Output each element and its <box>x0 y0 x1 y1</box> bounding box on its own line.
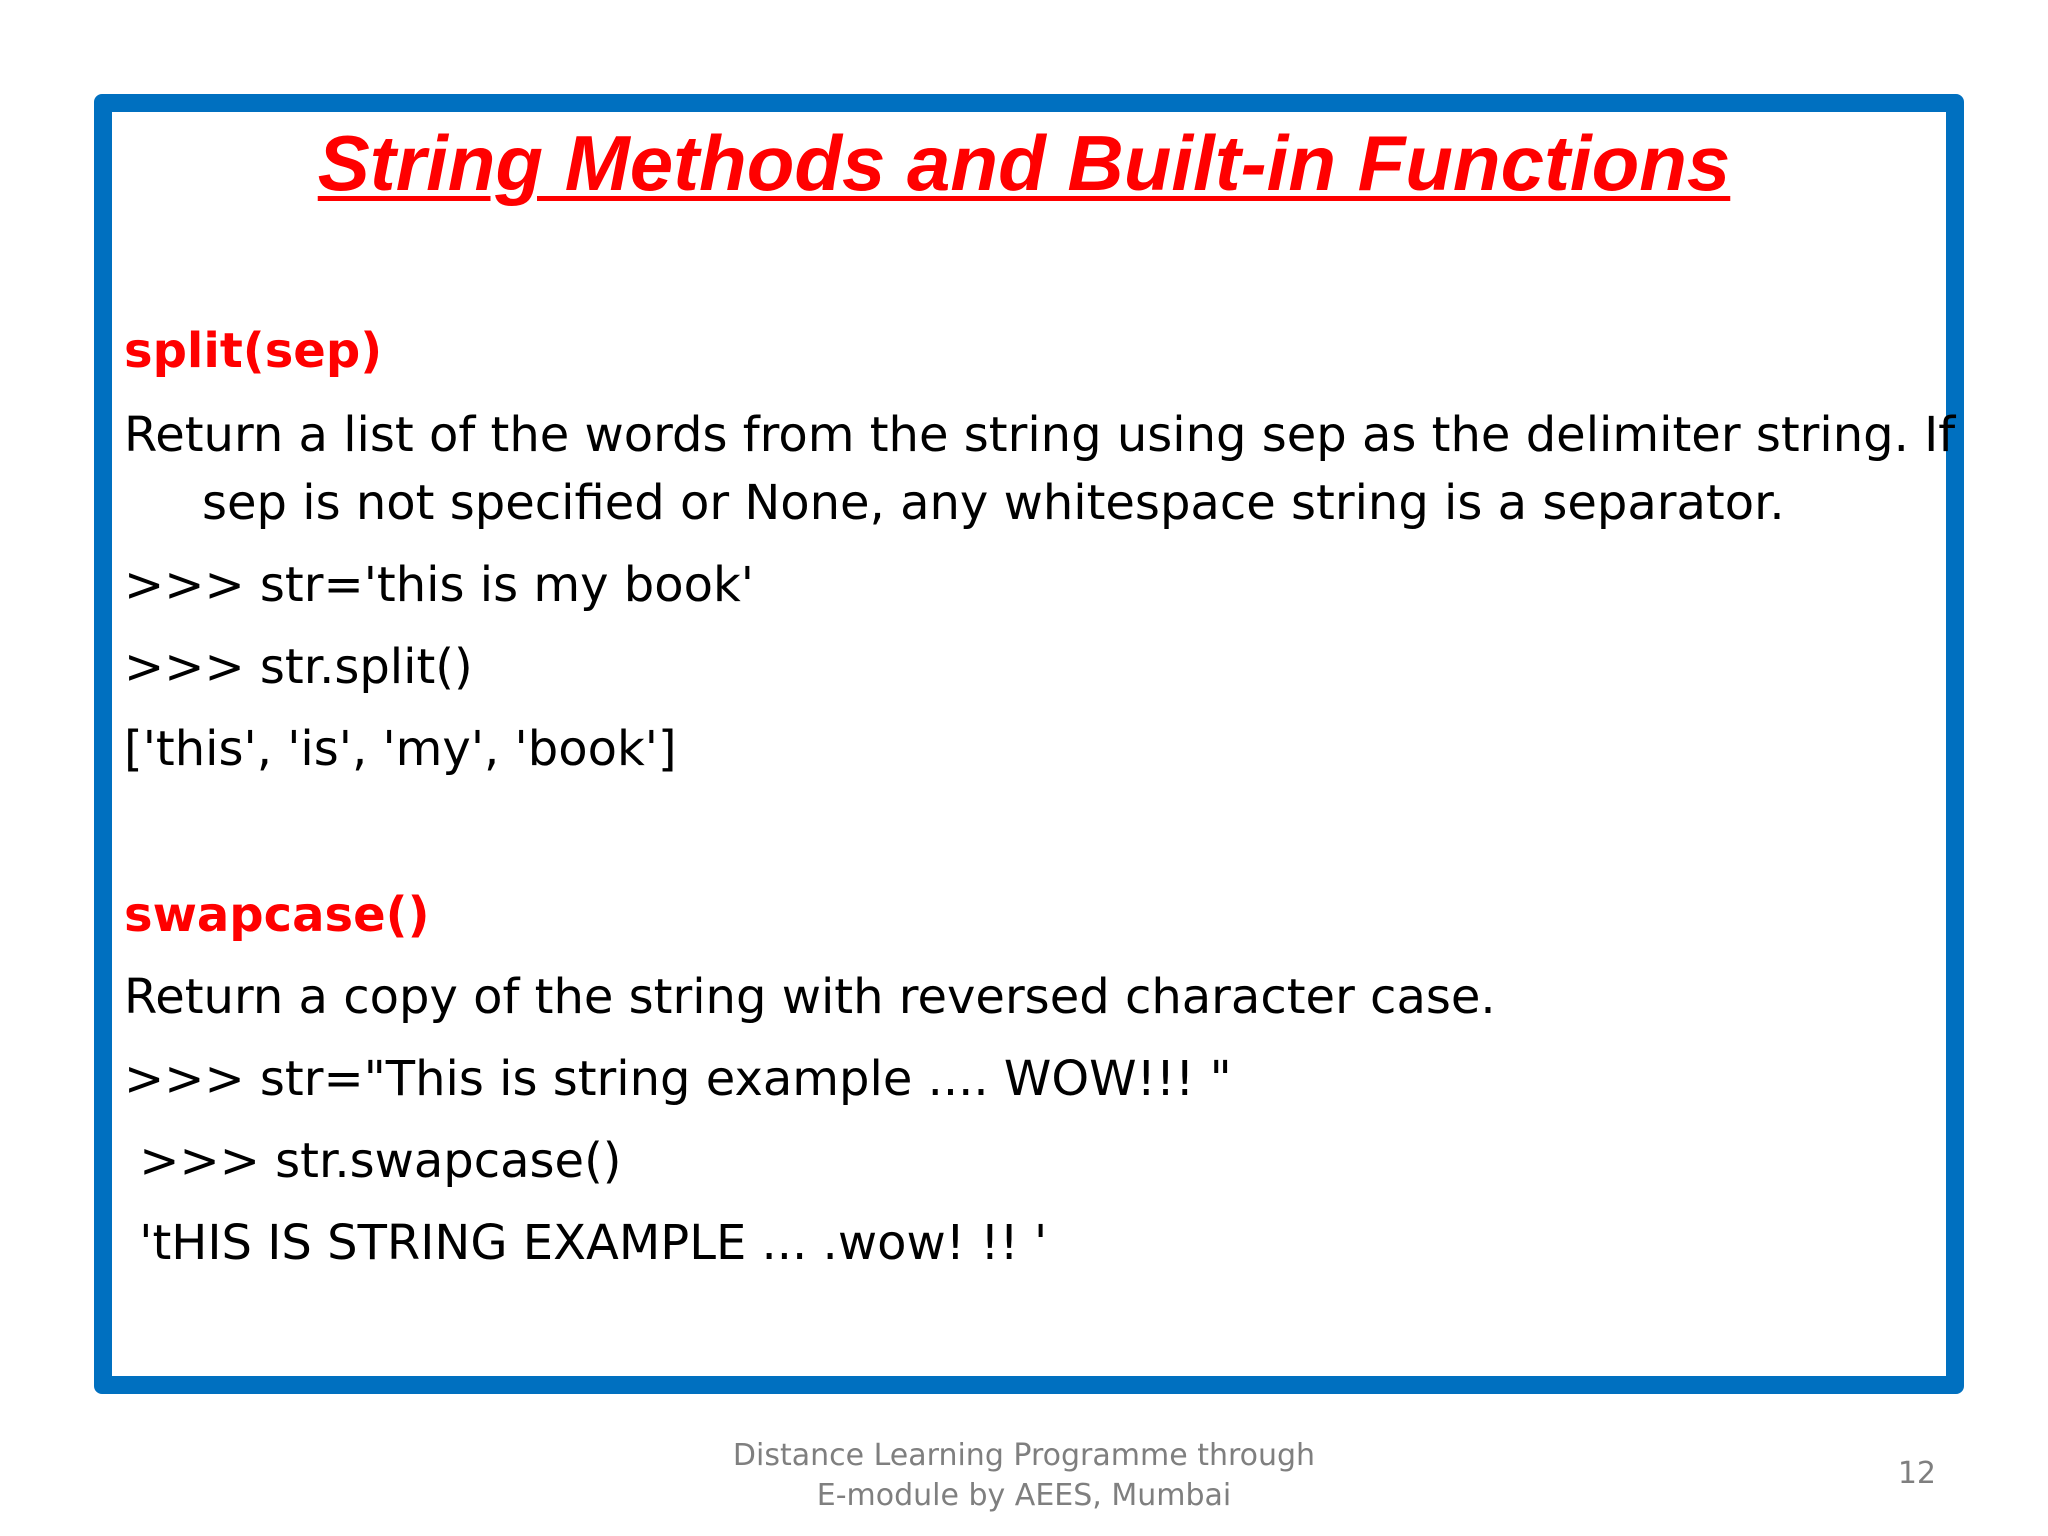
swapcase-output: 'tHIS IS STRING EXAMPLE ... .wow! !! ' <box>124 1215 1048 1271</box>
split-output: ['this', 'is', 'my', 'book'] <box>124 721 677 777</box>
split-description-line1: Return a list of the words from the string using sep as the delimiter string. If <box>124 407 1956 463</box>
swapcase-description: Return a copy of the string with reversed character case. <box>124 969 1496 1025</box>
footer-credit <box>0 1436 2048 1516</box>
footer-line1: Distance Learning Programme through <box>732 1438 1316 1473</box>
footer-line2: E-module by AEES, Mumbai <box>816 1478 1232 1513</box>
split-code-line2: >>> str.split() <box>124 639 473 695</box>
swapcase-heading: swapcase() <box>124 887 430 943</box>
slide-title: String Methods and Built-in Functions <box>317 119 1731 207</box>
split-code-line1: >>> str='this is my book' <box>124 557 754 613</box>
split-heading: split(sep) <box>124 323 383 379</box>
swapcase-code-line1: >>> str="This is string example .... WOW!!! " <box>124 1051 1232 1107</box>
swapcase-code-line2: >>> str.swapcase() <box>124 1133 622 1189</box>
split-description-line2: sep is not specified or None, any whitespace string is a separator. <box>202 475 1785 531</box>
page-number: 12 <box>1897 1456 1936 1491</box>
